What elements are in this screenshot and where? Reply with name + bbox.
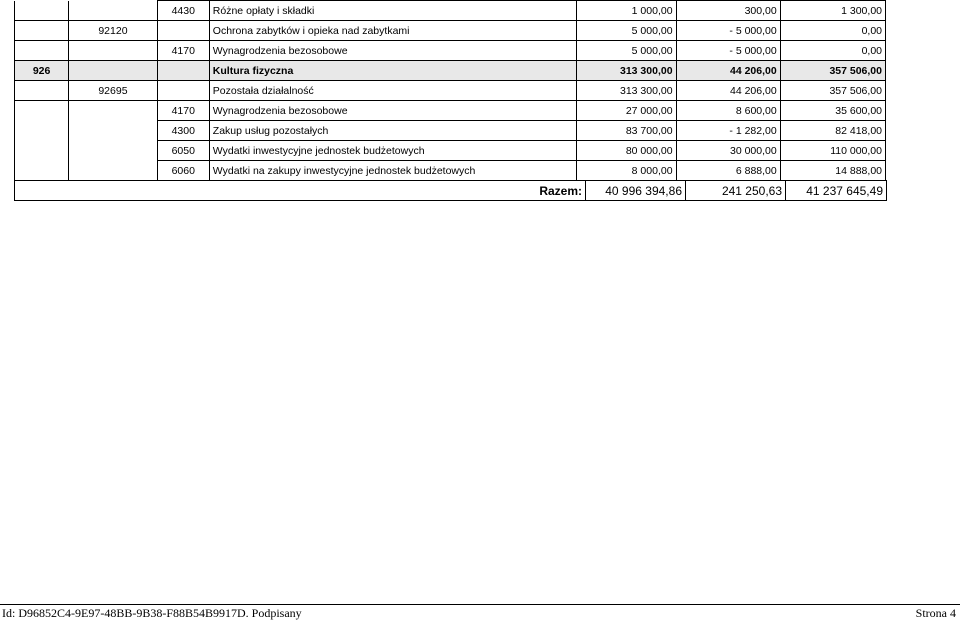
dzial-cell: [15, 161, 69, 181]
change-cell: 6 888,00: [676, 161, 780, 181]
name-cell: Wydatki inwestycyjne jednostek budżetowych: [209, 141, 576, 161]
dzial-cell: [15, 101, 69, 121]
plan-cell: 8 000,00: [576, 161, 676, 181]
change-cell: 8 600,00: [676, 101, 780, 121]
name-cell: Ochrona zabytków i opieka nad zabytkami: [209, 21, 576, 41]
after-change-cell: 82 418,00: [780, 121, 885, 141]
paragraf-cell: 4300: [157, 121, 209, 141]
total-change: 241 250,63: [686, 181, 786, 201]
rozdzial-cell: [69, 161, 158, 181]
after-change-cell: 357 506,00: [780, 61, 885, 81]
name-cell: Kultura fizyczna: [209, 61, 576, 81]
plan-cell: 83 700,00: [576, 121, 676, 141]
page-number: Strona 4: [915, 606, 956, 620]
after-change-cell: 110 000,00: [780, 141, 885, 161]
rozdzial-cell: [69, 1, 158, 21]
after-change-cell: 0,00: [780, 41, 885, 61]
change-cell: 300,00: [676, 1, 780, 21]
plan-cell: 313 300,00: [576, 81, 676, 101]
after-change-cell: 1 300,00: [780, 1, 885, 21]
budget-table: [14, 0, 886, 181]
after-change-cell: 0,00: [780, 21, 885, 41]
paragraf-cell: 4170: [157, 101, 209, 121]
table-row: [15, 141, 886, 161]
table-row: [15, 161, 886, 181]
after-change-cell: 14 888,00: [780, 161, 885, 181]
rozdzial-cell: [69, 41, 158, 61]
after-change-cell: 357 506,00: [780, 81, 885, 101]
dzial-cell: [15, 141, 69, 161]
total-row: [14, 180, 887, 201]
table-row: [15, 121, 886, 141]
table-row: [15, 21, 886, 41]
paragraf-cell: [157, 81, 209, 101]
after-change-cell: 35 600,00: [780, 101, 885, 121]
rozdzial-cell: [69, 141, 158, 161]
total-plan: 40 996 394,86: [586, 181, 686, 201]
dzial-cell: [15, 41, 69, 61]
table-row: [15, 1, 886, 21]
rozdzial-cell: [69, 121, 158, 141]
table-row: [15, 61, 886, 81]
table-row: [15, 41, 886, 61]
plan-cell: 27 000,00: [576, 101, 676, 121]
rozdzial-cell: [69, 101, 158, 121]
footer-divider: [0, 604, 960, 605]
plan-cell: 5 000,00: [576, 21, 676, 41]
change-cell: - 5 000,00: [676, 41, 780, 61]
dzial-cell: [15, 1, 69, 21]
rozdzial-cell: [69, 61, 158, 81]
name-cell: Wynagrodzenia bezosobowe: [209, 101, 576, 121]
dzial-cell: [15, 81, 69, 101]
paragraf-cell: [157, 21, 209, 41]
paragraf-cell: [157, 61, 209, 81]
total-label: Razem:: [15, 181, 586, 201]
change-cell: - 1 282,00: [676, 121, 780, 141]
table-row: [15, 101, 886, 121]
name-cell: Wynagrodzenia bezosobowe: [209, 41, 576, 61]
change-cell: 44 206,00: [676, 81, 780, 101]
paragraf-cell: 6050: [157, 141, 209, 161]
dzial-cell: 926: [15, 61, 69, 81]
change-cell: 30 000,00: [676, 141, 780, 161]
change-cell: 44 206,00: [676, 61, 780, 81]
paragraf-cell: 4170: [157, 41, 209, 61]
plan-cell: 5 000,00: [576, 41, 676, 61]
name-cell: Wydatki na zakupy inwestycyjne jednostek budżetowych: [209, 161, 576, 181]
plan-cell: 1 000,00: [576, 1, 676, 21]
name-cell: Zakup usług pozostałych: [209, 121, 576, 141]
rozdzial-cell: 92120: [69, 21, 158, 41]
total-after-change: 41 237 645,49: [786, 181, 887, 201]
change-cell: - 5 000,00: [676, 21, 780, 41]
rozdzial-cell: 92695: [69, 81, 158, 101]
document-id: Id: D96852C4-9E97-48BB-9B38-F88B54B9917D. Podpisany: [2, 606, 302, 620]
paragraf-cell: 6060: [157, 161, 209, 181]
name-cell: Pozostała działalność: [209, 81, 576, 101]
dzial-cell: [15, 21, 69, 41]
paragraf-cell: 4430: [157, 1, 209, 21]
plan-cell: 313 300,00: [576, 61, 676, 81]
plan-cell: 80 000,00: [576, 141, 676, 161]
name-cell: Różne opłaty i składki: [209, 1, 576, 21]
table-row: [15, 81, 886, 101]
dzial-cell: [15, 121, 69, 141]
